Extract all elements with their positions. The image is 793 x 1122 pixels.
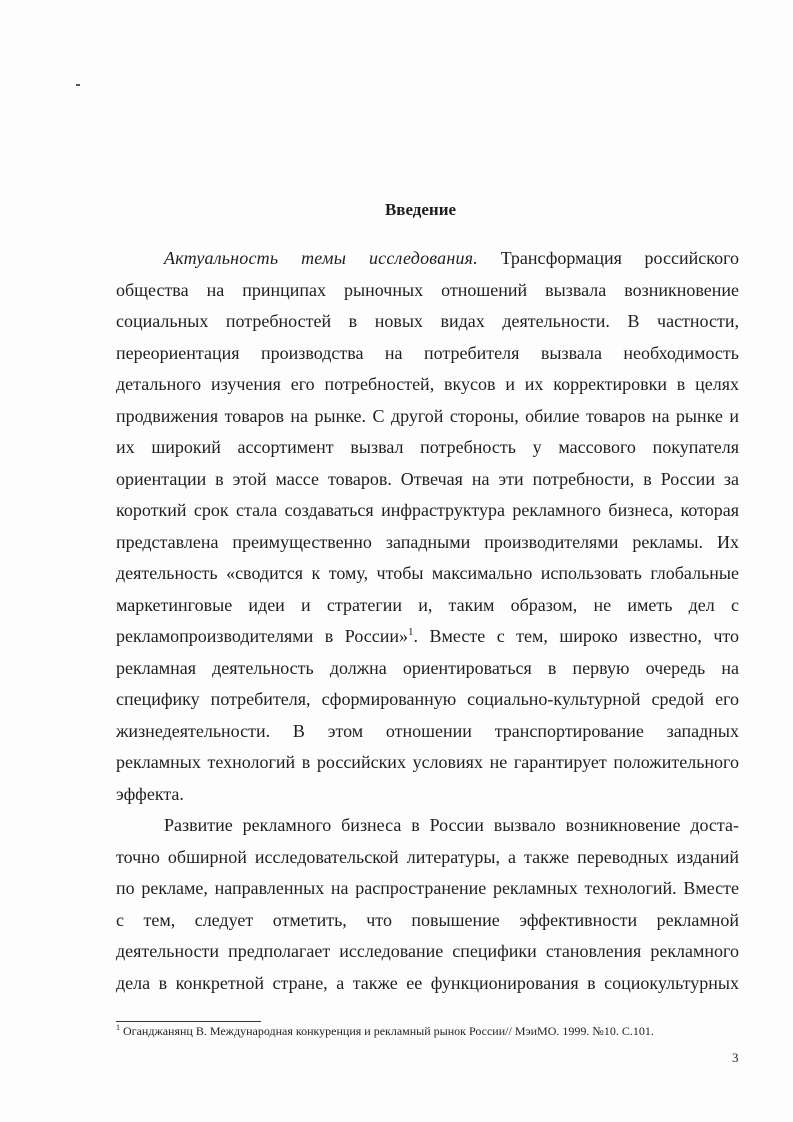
footnote-text: Оганджанянц В. Международная конкуренция и рекламный рынок России// МэиМО. 1999. №10. С.101. (120, 1024, 654, 1038)
body-text (116, 243, 739, 999)
scan-speck (76, 84, 80, 86)
paragraph-line: их широкий ассортимент вызвал потребность у массового покупателя (116, 437, 739, 457)
paragraph-line: рекламная деятельность должна ориентироваться в первую очередь на (116, 657, 739, 678)
paragraph-line: дела в конкретной стране, а также ее функционирования в социокультурных (116, 972, 739, 993)
paragraph-line: специфику потребителя, сформированную социально-культурной средой его (116, 689, 739, 709)
paragraph-line: детального изучения его потребностей, вкусов и их корректировки в целях (116, 374, 739, 394)
paragraph-line: жизнедеятельности. В этом отношении транспортирование западных (116, 720, 739, 741)
paragraph-line: социальных потребностей в новых видах деятельности. В частности, (116, 311, 739, 331)
paragraph-line: ориентации в этой массе товаров. Отвечая на эти потребности, в России за (116, 468, 739, 489)
paragraph-line: переориентация производства на потребителя вызвала необходимость (116, 342, 739, 363)
paragraph-line: короткий срок стала создаваться инфраструктура рекламного бизнеса, которая (116, 500, 739, 520)
paragraph-line: рекламопроизводителями в России»$^1$. Вместе с тем, широко известно, что (116, 626, 739, 646)
footnote-reference[interactable]: 1 (408, 626, 414, 638)
paragraph-line: общества на принципах рыночных отношений вызвала возникновение (116, 279, 739, 300)
paragraph-line: с тем, следует отметить, что повышение эффективности рекламной (116, 909, 739, 930)
paragraph-lead: Актуальность темы исследования. (164, 248, 478, 268)
paragraph-line: деятельность «сводится к тому, чтобы максимально использовать глобальные (116, 563, 739, 583)
footnote (116, 1024, 654, 1039)
paragraph-line: маркетинговые идеи и стратегии и, таким образом, не иметь дел с (116, 594, 739, 615)
footnote-divider (116, 1021, 261, 1022)
paragraph-line: эффекта. (116, 783, 184, 804)
paragraph-line: деятельности предполагает исследование специфики становления рекламного (116, 941, 739, 961)
section-heading: Введение (384, 200, 457, 219)
paragraph-line: продвижения товаров на рынке. С другой стороны, обилие товаров на рынке и (116, 405, 739, 426)
paragraph-line: Развитие рекламного бизнеса в России вызвало возникновение доста- (164, 815, 739, 835)
paragraph-line: по рекламе, направленных на распространение рекламных технологий. Вместе (116, 878, 739, 898)
paragraph-line: представлена преимущественно западными производителями рекламы. Их (116, 531, 739, 552)
paragraph-line: рекламных технологий в российских условиях не гарантирует положительного (116, 752, 739, 772)
page-number: 3 (732, 1050, 739, 1065)
paragraph-line: Актуальность темы исследования. Трансформация российского (164, 248, 740, 268)
footnote-mark: 1 (116, 1023, 120, 1032)
paragraph-line: точно обширной исследовательской литературы, а также переводных изданий (116, 846, 739, 867)
